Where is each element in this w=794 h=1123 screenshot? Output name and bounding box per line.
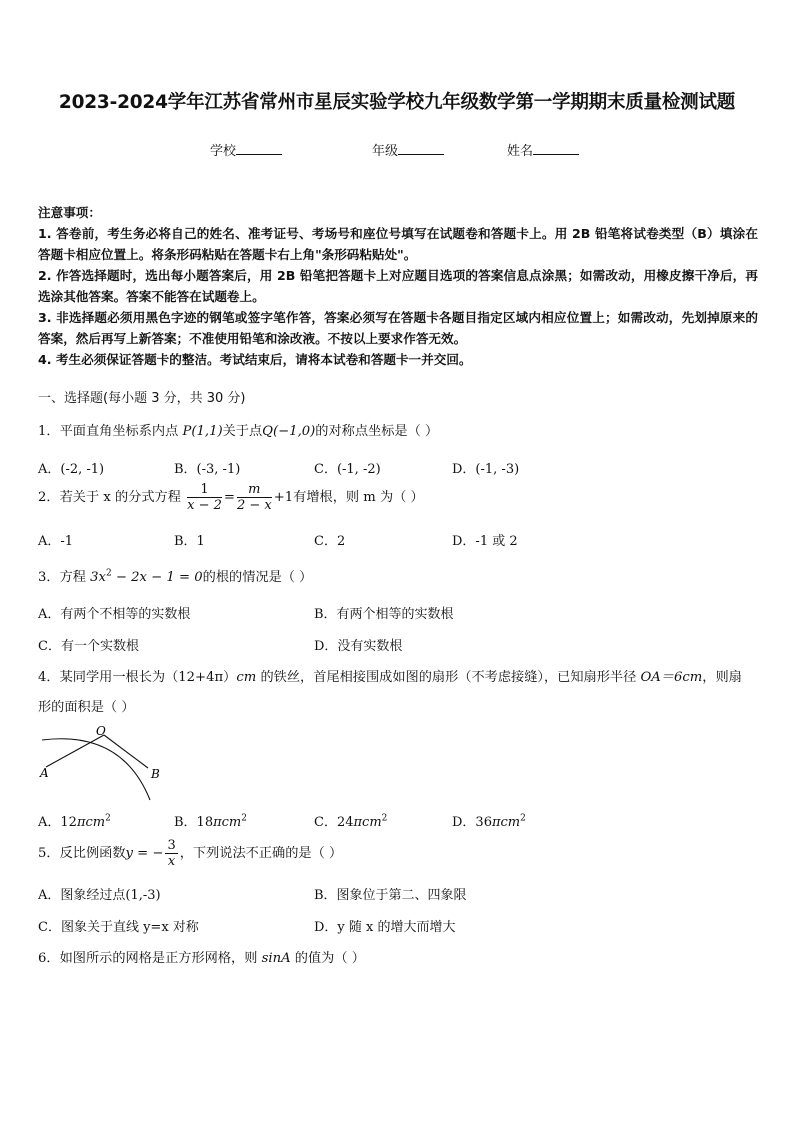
sector-arc (42, 739, 150, 800)
q1-option-b[interactable]: B．(-3, -1) (174, 462, 241, 477)
q6-number: 6． (38, 951, 60, 966)
grade-field[interactable] (372, 140, 444, 159)
name-label: 姓名 (507, 144, 534, 159)
q2-f1-denominator: x − 2 (187, 498, 222, 513)
school-field[interactable] (210, 140, 282, 159)
q2-fraction-2 (237, 482, 272, 513)
q5-denominator: x (167, 854, 176, 869)
q3-option-a[interactable]: A．有两个不相等的实数根 (38, 607, 191, 622)
q2-text: 若关于 x 的分式方程 (59, 490, 181, 505)
q6-text: 如图所示的网格是正方形网格，则 (59, 951, 262, 966)
notes (38, 202, 758, 370)
q4-text: 4．某同学用一根长为（12+4π） (38, 670, 237, 685)
q3-option-b[interactable]: B．有两个相等的实数根 (314, 607, 454, 622)
q4-option-b[interactable] (174, 811, 247, 830)
q5-text-end: ，下列说法不正确的是（ ） (179, 846, 343, 861)
note-item: 3. 非选择题必须用黑色字迹的钢笔或签字笔作答，答案必须写在答题卡各题目指定区域内相应位置上；如需改动，先划掉原来的答案，然后再写上新答案；不准使用铅笔和涂改液。不按以上要求作答无效。 (38, 310, 758, 346)
q2-f1-numerator: 1 (187, 482, 222, 498)
q5-y: y (125, 846, 133, 861)
q2-f2-denominator: 2 − x (236, 498, 272, 513)
q6-sina: sinA (261, 951, 291, 966)
q4-d-sup: 2 (520, 813, 526, 824)
name-field[interactable] (507, 140, 579, 159)
q1-p-coord: (1,1) (191, 424, 223, 439)
q4-option-c[interactable] (314, 811, 387, 830)
q3-option-d[interactable]: D．没有实数根 (314, 639, 403, 654)
q3-eq-rest: − 2x − 1 = 0 (111, 570, 203, 585)
q3-text: 方程 (59, 570, 86, 585)
label-a: A (40, 766, 49, 780)
q4-a-unit: πcm (76, 815, 106, 830)
note-item: 1. 答卷前，考生务必将自己的姓名、准考证号、考场号和座位号填写在试题卷和答题卡上。用 2B 铅笔将试卷类型（B）填涂在答题卡相应位置上。将条形码粘贴在答题卡右上角"条形码粘贴处"。 (38, 226, 758, 262)
note-item: 4. 考生必须保证答题卡的整洁。考试结束后，请将本试卷和答题卡一并交回。 (38, 352, 472, 367)
q5-text: 反比例函数 (59, 846, 126, 861)
q3-option-c[interactable]: C．有一个实数根 (38, 639, 139, 654)
q5-option-a[interactable]: A．图象经过点(1,-3) (38, 888, 161, 903)
q2-option-c[interactable]: C．2 (314, 534, 346, 549)
q4-option-d[interactable] (452, 811, 526, 830)
question-2 (38, 482, 424, 513)
q4-c-unit: πcm (353, 815, 382, 830)
q2-fraction-1 (187, 482, 222, 513)
q1-point-p: P (182, 424, 192, 439)
notes-heading: 注意事项： (38, 205, 101, 220)
label-o: O (96, 724, 106, 738)
q2-f2-numerator: m (237, 482, 272, 498)
q1-point-q: Q (262, 424, 273, 439)
q4-unit: cm (236, 670, 257, 685)
q4-b-sup: 2 (241, 813, 247, 824)
q1-option-c[interactable]: C．(-1, -2) (314, 462, 381, 477)
q6-text-end: 的值为（ ） (290, 951, 365, 966)
q3-eq-term: 3x (90, 570, 106, 585)
q4-c-value: C．24 (314, 815, 354, 830)
q2-number: 2． (38, 490, 60, 505)
question-4-line-1 (38, 666, 742, 685)
q3-number: 3． (38, 570, 60, 585)
q4-d-unit: πcm (491, 815, 521, 830)
q3-exponent: 2 (105, 568, 112, 579)
q1-option-a[interactable]: A．(-2, -1) (38, 462, 105, 477)
question-5 (38, 838, 342, 869)
q5-number: 5． (38, 846, 60, 861)
q2-option-d[interactable]: D．-1 或 2 (452, 534, 518, 549)
q3-text-end: 的根的情况是（ ） (202, 570, 313, 585)
q1-number: 1． (38, 424, 60, 439)
q4-option-a[interactable] (38, 811, 111, 830)
q2-text-end: +1有增根，则 m 为（ ） (273, 490, 424, 505)
grade-blank[interactable] (398, 142, 444, 155)
question-3 (38, 566, 312, 585)
question-1 (38, 420, 438, 439)
q2-option-b[interactable]: B．1 (174, 534, 205, 549)
school-label: 学校 (210, 144, 237, 159)
label-b: B (151, 767, 160, 781)
q5-numerator: 3 (167, 838, 176, 853)
grade-label: 年级 (372, 144, 399, 159)
q1-q-coord: (−1,0) (272, 424, 316, 439)
school-blank[interactable] (236, 142, 282, 155)
q4-text-mid: 的铁丝，首尾相接围成如图的扇形（不考虑接缝），已知扇形半径 (256, 670, 641, 685)
section-heading: 一、选择题(每小题 3 分，共 30 分) (38, 391, 246, 406)
q5-option-b[interactable]: B．图象位于第二、四象限 (314, 888, 467, 903)
sector-figure (36, 722, 176, 802)
name-blank[interactable] (533, 142, 579, 155)
q5-fraction (165, 838, 177, 869)
q2-equals: = (223, 490, 235, 505)
q5-option-d[interactable]: D．y 随 x 的增大而增大 (314, 920, 456, 935)
q1-text: 平面直角坐标系内点 (59, 424, 179, 439)
q4-b-value: B．18 (174, 815, 214, 830)
q4-b-unit: πcm (213, 815, 242, 830)
question-4-line-2: 形的面积是（ ） (38, 700, 135, 715)
q1-option-d[interactable]: D．(-1, -3) (452, 462, 520, 477)
q5-equals: = − (132, 846, 164, 861)
q1-text-mid: 关于点 (222, 424, 263, 439)
q4-a-value: A．12 (38, 815, 77, 830)
q4-text-end: ，则扇 (702, 670, 742, 685)
q1-text-end: 的对称点坐标是（ ） (315, 424, 439, 439)
q2-option-a[interactable]: A．-1 (38, 534, 74, 549)
page-title: 2023-2024学年江苏省常州市星辰实验学校九年级数学第一学期期末质量检测试题 (58, 92, 736, 113)
q4-c-sup: 2 (381, 813, 388, 824)
q4-a-sup: 2 (105, 813, 111, 824)
q4-d-value: D．36 (452, 815, 492, 830)
note-item: 2. 作答选择题时，选出每小题答案后，用 2B 铅笔把答题卡上对应题目选项的答案信息点涂黑；如需改动，用橡皮擦干净后，再选涂其他答案。答案不能答在试题卷上。 (38, 268, 758, 304)
question-6 (38, 947, 365, 966)
q5-option-c[interactable]: C．图象关于直线 y=x 对称 (38, 920, 199, 935)
q4-radius: OA＝6cm (640, 670, 703, 685)
